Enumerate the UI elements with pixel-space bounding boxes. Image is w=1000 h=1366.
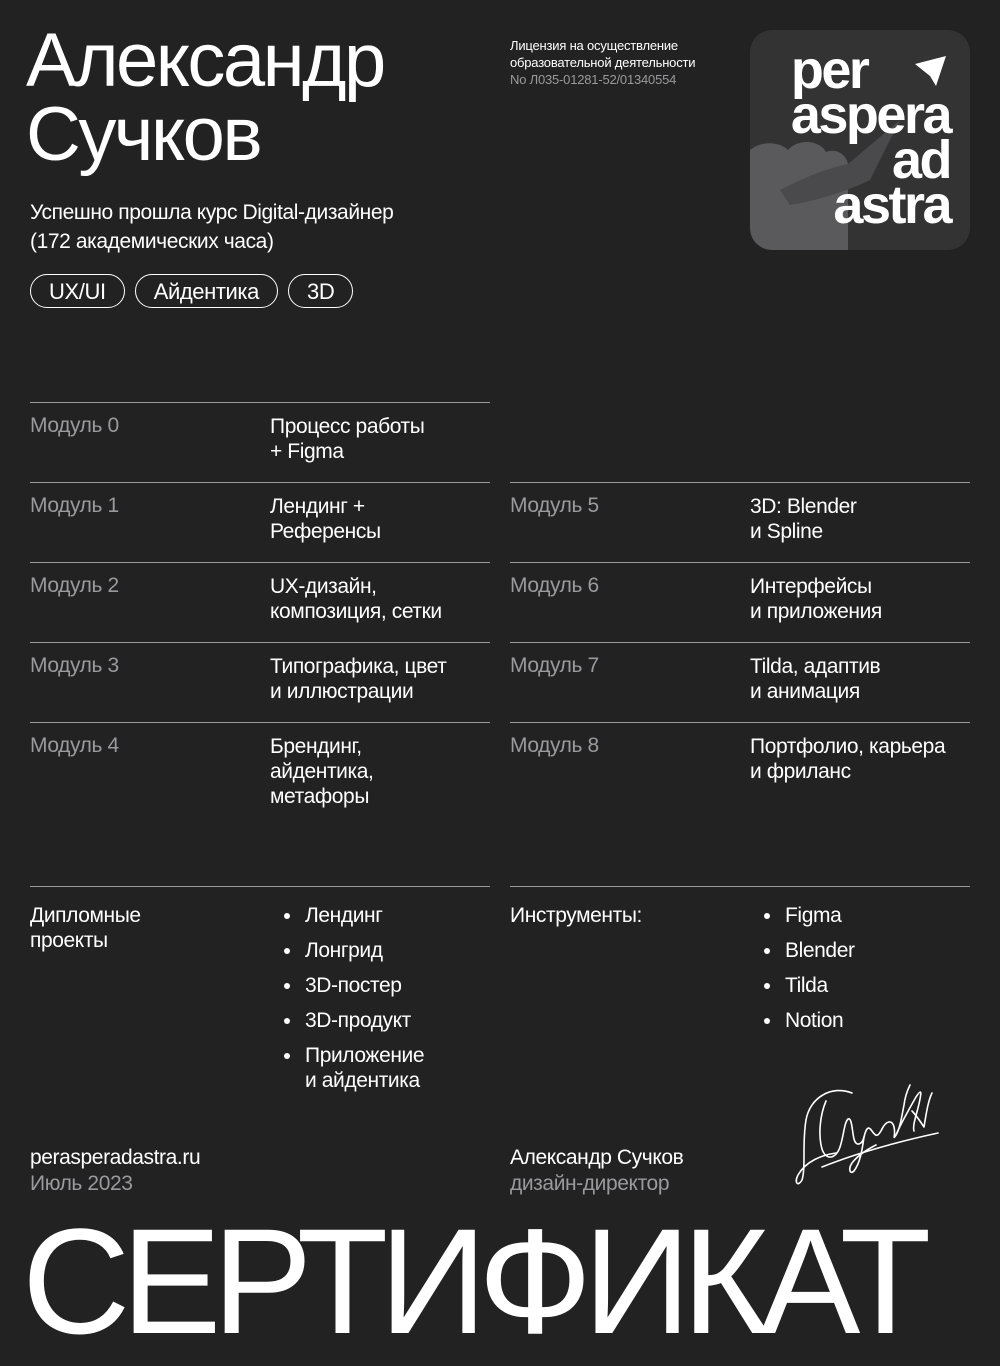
list-item xyxy=(303,1043,424,1093)
module-title-line: и иллюстрации xyxy=(270,680,414,703)
module-number: Модуль 0 xyxy=(30,414,119,437)
website-url: perasperadastra.ru xyxy=(30,1146,201,1169)
module-number: Модуль 2 xyxy=(30,574,119,597)
signer-info xyxy=(510,1145,683,1197)
module-title-line: айдентика, xyxy=(270,760,374,783)
module-title-line: и анимация xyxy=(750,680,860,703)
module-number: Модуль 3 xyxy=(30,654,119,677)
list-item: • Figma xyxy=(783,903,855,928)
tag-identity: Айдентика xyxy=(135,274,278,308)
logo-word-aspera: aspera xyxy=(790,85,950,145)
logo-word-per: per xyxy=(790,40,868,100)
module-title-line: и приложения xyxy=(750,600,882,623)
tag-3d: 3D xyxy=(288,274,353,308)
tag-list xyxy=(30,274,353,308)
module-title-line: Tilda, адаптив xyxy=(750,655,881,678)
module-title xyxy=(750,734,980,784)
footer-site-info xyxy=(30,1145,200,1197)
signature-icon xyxy=(792,1075,942,1190)
module-title-line: Брендинг, xyxy=(270,735,362,758)
logo-word-astra: astra xyxy=(833,175,950,235)
license-info xyxy=(510,37,740,88)
module-title-line: Портфолио, карьера xyxy=(750,735,946,758)
module-row xyxy=(510,562,970,643)
list-item: • Лонгрид xyxy=(303,938,424,963)
module-title-line: и Spline xyxy=(750,520,823,543)
module-title xyxy=(270,654,500,704)
module-title xyxy=(270,574,500,624)
list-item: • Лендинг xyxy=(303,903,424,928)
module-row xyxy=(30,642,490,723)
module-row xyxy=(30,722,490,808)
module-title xyxy=(750,654,980,704)
list-item: • Blender xyxy=(783,938,855,963)
certificate-title: СЕРТИФИКАТ xyxy=(22,1197,923,1365)
module-row xyxy=(30,562,490,643)
list-item: • 3D-продукт xyxy=(303,1008,424,1033)
logo-word-ad: ad xyxy=(891,130,950,190)
tools-label: Инструменты: xyxy=(510,904,642,927)
module-number: Модуль 8 xyxy=(510,734,599,757)
signer-name: Александр Сучков xyxy=(510,1146,684,1169)
list-item: • Tilda xyxy=(783,973,855,998)
module-title-line: 3D: Blender xyxy=(750,495,857,518)
module-title-line: композиция, сетки xyxy=(270,600,442,623)
list-item: • 3D-постер xyxy=(303,973,424,998)
module-title-line: UX-дизайн, xyxy=(270,575,377,598)
module-row xyxy=(30,402,490,483)
list-item: • Notion xyxy=(783,1008,855,1033)
diploma-list xyxy=(281,903,424,1103)
tools-list xyxy=(761,903,855,1043)
recipient-first-name: Александр xyxy=(26,18,384,103)
module-row xyxy=(510,722,970,803)
module-row xyxy=(30,482,490,563)
module-title-line: + Figma xyxy=(270,440,344,463)
module-number: Модуль 6 xyxy=(510,574,599,597)
module-title xyxy=(750,494,980,544)
course-description: Успешно прошла курс Digital-дизайнер (172 академических часа) xyxy=(30,201,394,253)
module-title-line: метафоры xyxy=(270,785,370,808)
module-title-line: Референсы xyxy=(270,520,381,543)
divider xyxy=(30,886,490,887)
issue-date: Июль 2023 xyxy=(30,1172,133,1195)
module-title xyxy=(270,734,500,809)
module-title-line: Процесс работы xyxy=(270,415,425,438)
module-row xyxy=(510,482,970,563)
list-item-line: Приложение xyxy=(305,1044,425,1067)
module-number: Модуль 7 xyxy=(510,654,599,677)
module-title xyxy=(750,574,980,624)
module-row xyxy=(510,642,970,723)
module-title-line: Типографика, цвет xyxy=(270,655,447,678)
module-number: Модуль 4 xyxy=(30,734,119,757)
list-item-line: и айдентика xyxy=(305,1069,420,1092)
divider xyxy=(510,886,970,887)
recipient-last-name: Сучков xyxy=(26,92,261,177)
diploma-label-line: Дипломные xyxy=(30,904,141,927)
signer-role: дизайн-директор xyxy=(510,1172,670,1195)
module-number: Модуль 1 xyxy=(30,494,119,517)
brand-logo xyxy=(750,30,970,250)
license-line-1: Лицензия на осуществление xyxy=(510,38,678,53)
module-title-line: Лендинг + xyxy=(270,495,365,518)
diploma-label-line: проекты xyxy=(30,929,108,952)
module-title xyxy=(270,494,500,544)
tag-uxui: UX/UI xyxy=(30,274,125,308)
license-number: No Л035-01281-52/01340554 xyxy=(510,72,677,87)
module-title-line: Интерфейсы xyxy=(750,575,872,598)
module-number: Модуль 5 xyxy=(510,494,599,517)
logo-wordmark xyxy=(790,40,950,235)
recipient-name xyxy=(26,18,384,177)
module-title-line: и фриланс xyxy=(750,760,851,783)
diploma-label xyxy=(30,903,141,953)
license-line-2: образовательной деятельности xyxy=(510,55,696,70)
module-title xyxy=(270,414,500,464)
